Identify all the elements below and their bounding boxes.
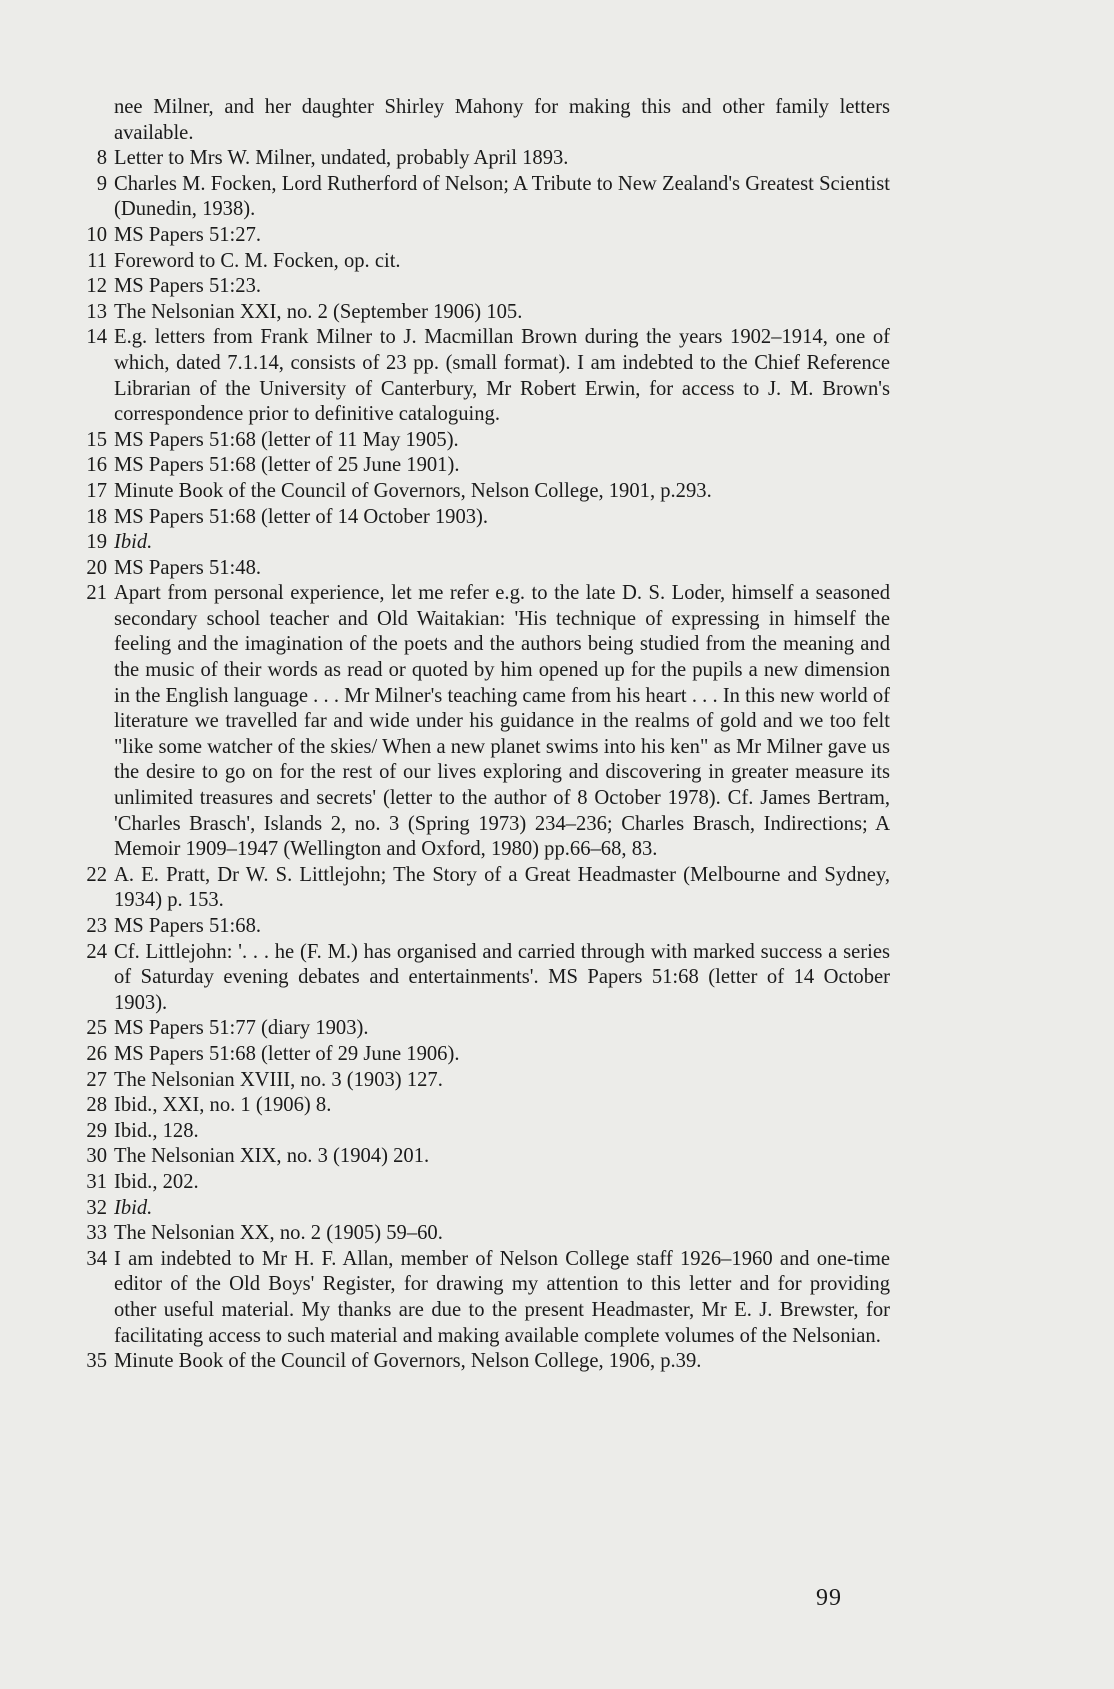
endnote-26 <box>0 1042 890 1068</box>
endnote-text: Ibid., 128. <box>114 1119 199 1142</box>
endnote-text: Cf. Littlejohn: '. . . he (F. M.) has organised and carried through with marked success a series of Saturday evening debates and entertainments'. MS Papers 51:68 (letter of 14 October 1903). <box>114 940 890 1014</box>
endnote-number: 22 <box>86 863 107 886</box>
endnote-23 <box>0 914 890 940</box>
endnote-13 <box>0 300 890 326</box>
endnote-number: 23 <box>86 915 107 937</box>
endnote-text: MS Papers 51:68 (letter of 25 June 1901). <box>114 454 460 477</box>
endnote-27 <box>0 1068 890 1094</box>
endnote-continuation <box>0 95 890 146</box>
endnote-text: Ibid. <box>114 1196 153 1219</box>
endnote-11 <box>0 249 890 275</box>
endnotes-list <box>0 95 1114 1375</box>
endnote-14 <box>0 325 890 427</box>
endnote-31 <box>0 1170 890 1196</box>
endnote-19 <box>0 530 890 556</box>
endnote-25 <box>0 1016 890 1042</box>
endnote-33 <box>0 1221 890 1247</box>
endnote-number: 28 <box>86 1094 107 1117</box>
endnote-16 <box>0 453 890 479</box>
endnote-12 <box>0 274 890 300</box>
endnote-number: 26 <box>86 1042 107 1065</box>
endnote-text: E.g. letters from Frank Milner to J. Macmillan Brown during the years 1902–1914, one of which, dated 7.1.14, consists of 23 pp. (small format). I am indebted to the Chief Reference Librarian of the University of Canterbury, Mr Robert Erwin, for access to J. M. Brown's correspondence prior to definitive cataloguing. <box>114 326 890 426</box>
endnote-number: 13 <box>86 300 107 323</box>
endnote-10 <box>0 223 890 249</box>
endnote-text: MS Papers 51:68. <box>114 915 262 937</box>
endnote-number: 29 <box>86 1119 107 1142</box>
endnote-text: nee Milner, and her daughter Shirley Mahony for making this and other family letters available. <box>114 96 890 144</box>
endnote-8 <box>0 146 890 172</box>
endnote-text: MS Papers 51:23. <box>114 275 262 298</box>
page-number: 99 <box>816 1585 842 1611</box>
endnote-text: MS Papers 51:48. <box>114 556 262 579</box>
endnote-text: Ibid., XXI, no. 1 (1906) 8. <box>114 1094 332 1117</box>
endnote-29 <box>0 1119 890 1145</box>
endnote-text: Ibid. <box>114 531 153 554</box>
endnote-text: Ibid., 202. <box>114 1170 199 1193</box>
endnote-number: 30 <box>86 1145 107 1168</box>
endnote-number: 16 <box>86 454 107 477</box>
endnote-number: 11 <box>87 249 107 272</box>
endnote-text: Minute Book of the Council of Governors, Nelson College, 1906, p.39. <box>114 1350 702 1373</box>
endnote-text: The Nelsonian XXI, no. 2 (September 1906) 105. <box>114 300 523 323</box>
endnote-number: 12 <box>86 275 107 298</box>
endnote-22 <box>0 863 890 914</box>
endnote-number: 20 <box>86 556 107 579</box>
endnote-24 <box>0 940 890 1017</box>
endnote-text: MS Papers 51:68 (letter of 14 October 1903). <box>114 505 489 528</box>
endnote-number: 24 <box>86 940 107 963</box>
endnote-number: 21 <box>86 582 107 605</box>
endnote-text: Apart from personal experience, let me refer e.g. to the late D. S. Loder, himself a seasoned secondary school teacher and Old Waitakian: 'His technique of expressing in himself the feeling and the imagination of the poets and the authors being studied from the meaning and the music of their words as read or quoted by him opened up for the pupils a new dimension in the English language . . . Mr Milner's teaching came from his heart . . . In this new world of literature we travelled far and wide under his guidance in the realms of gold and we too felt "like some watcher of the skies/ When a new planet swims into his ken" as Mr Milner gave us the desire to go on for the rest of our lives exploring and discovering in greater measure its unlimited treasures and secrets' (letter to the author of 8 October 1978). Cf. James Bertram, 'Charles Brasch', Islands 2, no. 3 (Spring 1973) 234–236; Charles Brasch, Indirections; A Memoir 1909–1947 (Wellington and Oxford, 1980) pp.66–68, 83. <box>114 582 890 861</box>
endnote-text: I am indebted to Mr H. F. Allan, member of Nelson College staff 1926–1960 and one-time editor of the Old Boys' Register, for drawing my attention to this letter and for providing other useful material. My thanks are due to the present Headmaster, Mr E. J. Brewster, for facilitating access to such material and making available complete volumes of the Nelsonian. <box>114 1247 890 1347</box>
endnote-number: 9 <box>96 172 107 195</box>
endnote-number: 15 <box>86 428 107 451</box>
endnote-number: 14 <box>86 326 107 349</box>
endnote-32 <box>0 1196 890 1222</box>
endnote-number: 31 <box>86 1170 107 1193</box>
endnote-number: 27 <box>86 1068 107 1091</box>
endnote-text: MS Papers 51:77 (diary 1903). <box>114 1017 369 1040</box>
endnote-20 <box>0 556 890 582</box>
endnote-text: Minute Book of the Council of Governors, Nelson College, 1901, p.293. <box>114 479 712 502</box>
endnote-35 <box>0 1349 890 1375</box>
endnote-number: 33 <box>86 1222 107 1245</box>
endnote-text: Foreword to C. M. Focken, op. cit. <box>114 249 401 272</box>
endnote-text: The Nelsonian XVIII, no. 3 (1903) 127. <box>114 1068 443 1091</box>
endnote-18 <box>0 505 890 531</box>
endnote-34 <box>0 1247 890 1349</box>
endnote-text: MS Papers 51:68 (letter of 29 June 1906). <box>114 1042 460 1065</box>
endnote-text: MS Papers 51:27. <box>114 223 262 246</box>
endnote-text: A. E. Pratt, Dr W. S. Littlejohn; The Story of a Great Headmaster (Melbourne and Sydney, 1934) p. 153. <box>114 863 890 912</box>
endnote-15 <box>0 428 890 454</box>
endnote-number: 25 <box>86 1017 107 1040</box>
endnote-number: 18 <box>86 505 107 528</box>
endnote-28 <box>0 1093 890 1119</box>
endnote-30 <box>0 1144 890 1170</box>
endnote-text: The Nelsonian XX, no. 2 (1905) 59–60. <box>114 1222 443 1245</box>
endnote-number: 35 <box>86 1350 107 1373</box>
endnote-number: 34 <box>86 1247 107 1270</box>
endnote-text: MS Papers 51:68 (letter of 11 May 1905). <box>114 428 459 451</box>
endnote-number: 17 <box>86 479 107 502</box>
endnote-17 <box>0 479 890 505</box>
endnote-21 <box>0 581 890 863</box>
endnote-text: Letter to Mrs W. Milner, undated, probably April 1893. <box>114 147 569 170</box>
endnote-number: 8 <box>96 147 107 170</box>
endnote-number: 19 <box>86 531 107 554</box>
endnote-text: The Nelsonian XIX, no. 3 (1904) 201. <box>114 1145 430 1168</box>
endnote-number: 10 <box>86 223 107 246</box>
endnote-number: 32 <box>86 1196 107 1219</box>
endnote-text: Charles M. Focken, Lord Rutherford of Nelson; A Tribute to New Zealand's Greatest Scientist (Dunedin, 1938). <box>114 172 890 221</box>
endnote-9 <box>0 172 890 223</box>
